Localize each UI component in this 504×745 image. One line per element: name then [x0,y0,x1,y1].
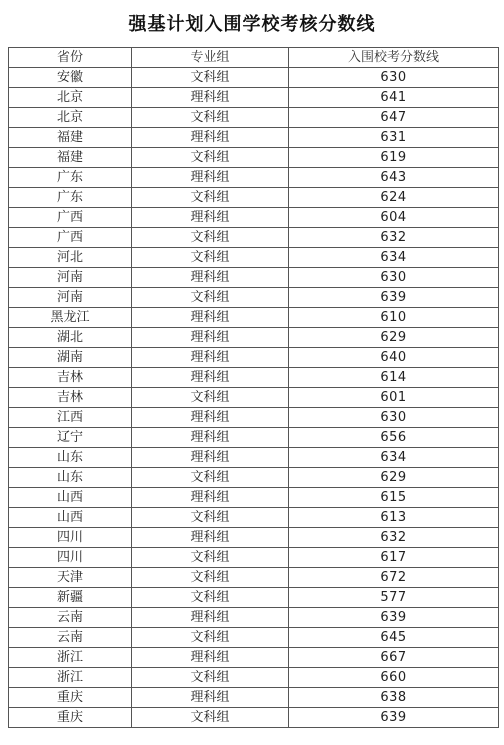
table-row [9,148,499,168]
table-row [9,708,499,728]
cell-province: 重庆 [9,688,132,708]
cell-group: 文科组 [132,288,289,308]
cell-group: 理科组 [132,648,289,668]
page-title: 强基计划入围学校考核分数线 [128,14,376,35]
cell-group: 文科组 [132,248,289,268]
cell-group: 理科组 [132,688,289,708]
cell-score: 630 [289,408,499,428]
cell-group: 理科组 [132,208,289,228]
cell-score: 647 [289,108,499,128]
cell-group: 文科组 [132,508,289,528]
cell-province: 四川 [9,548,132,568]
table-header [9,48,499,68]
cell-score: 660 [289,668,499,688]
table-row [9,228,499,248]
cell-province: 山西 [9,508,132,528]
table-row [9,548,499,568]
table-row [9,88,499,108]
cell-group: 文科组 [132,228,289,248]
table-row [9,328,499,348]
table-row [9,168,499,188]
cell-province: 湖北 [9,328,132,348]
table-row [9,288,499,308]
cell-group: 文科组 [132,68,289,88]
table-row [9,608,499,628]
table-row [9,308,499,328]
table-row [9,388,499,408]
table-row [9,688,499,708]
cell-province: 山西 [9,488,132,508]
cell-province: 天津 [9,568,132,588]
cell-group: 理科组 [132,308,289,328]
cell-score: 629 [289,328,499,348]
cell-score: 615 [289,488,499,508]
cell-province: 河南 [9,288,132,308]
cell-group: 文科组 [132,148,289,168]
header-group: 专业组 [132,48,289,68]
cell-group: 文科组 [132,468,289,488]
cell-score: 630 [289,268,499,288]
cell-province: 云南 [9,608,132,628]
cell-group: 理科组 [132,528,289,548]
cell-province: 福建 [9,128,132,148]
cell-group: 理科组 [132,448,289,468]
table-row [9,368,499,388]
cell-group: 理科组 [132,408,289,428]
table-row [9,568,499,588]
cell-score: 631 [289,128,499,148]
cell-province: 辽宁 [9,428,132,448]
header-province: 省份 [9,48,132,68]
cell-score: 601 [289,388,499,408]
cell-province: 河北 [9,248,132,268]
cell-province: 浙江 [9,668,132,688]
table-row [9,488,499,508]
cell-province: 吉林 [9,368,132,388]
table-row [9,528,499,548]
cell-group: 理科组 [132,608,289,628]
cell-score: 641 [289,88,499,108]
cell-province: 北京 [9,108,132,128]
cell-province: 广东 [9,168,132,188]
cell-score: 604 [289,208,499,228]
cell-score: 630 [289,68,499,88]
cell-province: 山东 [9,468,132,488]
table-row [9,468,499,488]
cell-group: 理科组 [132,368,289,388]
cell-score: 624 [289,188,499,208]
cell-score: 632 [289,528,499,548]
table-row [9,668,499,688]
cell-group: 理科组 [132,88,289,108]
table-row [9,208,499,228]
cell-province: 黑龙江 [9,308,132,328]
cell-score: 639 [289,288,499,308]
table-row [9,348,499,368]
cell-province: 湖南 [9,348,132,368]
cell-province: 广西 [9,208,132,228]
header-row [9,48,499,68]
cell-province: 云南 [9,628,132,648]
cell-province: 山东 [9,448,132,468]
cell-province: 福建 [9,148,132,168]
table-row [9,628,499,648]
cell-group: 文科组 [132,188,289,208]
cell-score: 639 [289,608,499,628]
cell-province: 吉林 [9,388,132,408]
table-row [9,188,499,208]
cell-group: 理科组 [132,268,289,288]
cell-province: 浙江 [9,648,132,668]
cell-group: 文科组 [132,708,289,728]
cell-group: 理科组 [132,428,289,448]
cell-score: 617 [289,548,499,568]
cell-score: 645 [289,628,499,648]
cell-group: 理科组 [132,348,289,368]
cell-province: 重庆 [9,708,132,728]
cell-group: 文科组 [132,668,289,688]
table-row [9,408,499,428]
cell-group: 理科组 [132,328,289,348]
table-body [9,68,499,728]
table-row [9,508,499,528]
cell-group: 文科组 [132,588,289,608]
cell-province: 安徽 [9,68,132,88]
cell-score: 639 [289,708,499,728]
cell-group: 文科组 [132,108,289,128]
cell-group: 文科组 [132,628,289,648]
cell-province: 广西 [9,228,132,248]
cell-score: 638 [289,688,499,708]
cell-score: 672 [289,568,499,588]
table-row [9,128,499,148]
table-row [9,428,499,448]
table-row [9,448,499,468]
cell-province: 广东 [9,188,132,208]
cell-province: 江西 [9,408,132,428]
cell-group: 理科组 [132,128,289,148]
cell-group: 文科组 [132,388,289,408]
cell-group: 文科组 [132,568,289,588]
cell-score: 614 [289,368,499,388]
cell-score: 667 [289,648,499,668]
cell-province: 新疆 [9,588,132,608]
cell-score: 632 [289,228,499,248]
cell-score: 629 [289,468,499,488]
cell-score: 613 [289,508,499,528]
cell-score: 619 [289,148,499,168]
cell-province: 河南 [9,268,132,288]
cell-score: 577 [289,588,499,608]
table-row [9,108,499,128]
table-row [9,68,499,88]
cell-province: 北京 [9,88,132,108]
cell-group: 理科组 [132,168,289,188]
cell-group: 理科组 [132,488,289,508]
cell-score: 634 [289,248,499,268]
score-table [8,47,499,728]
cell-score: 634 [289,448,499,468]
table-row [9,648,499,668]
cell-score: 610 [289,308,499,328]
table-row [9,268,499,288]
table-row [9,588,499,608]
cell-score: 656 [289,428,499,448]
cell-score: 643 [289,168,499,188]
header-score: 入围校考分数线 [289,48,499,68]
table-row [9,248,499,268]
cell-group: 文科组 [132,548,289,568]
cell-province: 四川 [9,528,132,548]
cell-score: 640 [289,348,499,368]
